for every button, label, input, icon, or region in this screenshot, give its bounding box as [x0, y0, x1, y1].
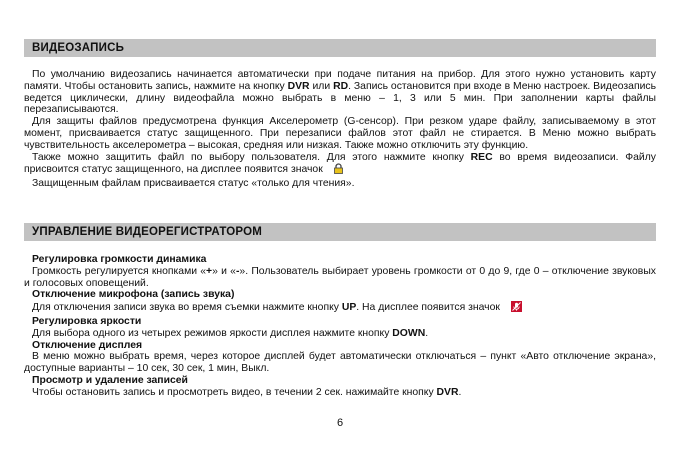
- paragraph-mic-off: [24, 301, 656, 316]
- paragraph-manual-protect: [24, 152, 656, 179]
- paragraph-read-only: [24, 178, 656, 190]
- section-title: ВИДЕОЗАПИСЬ: [32, 42, 125, 54]
- button-name-rd: RD: [333, 80, 349, 92]
- paragraph-display-off: [24, 351, 656, 375]
- paragraph-g-sensor: [24, 116, 656, 151]
- button-name-dvr: DVR: [287, 80, 310, 92]
- heading-mic-off: Отключение микрофона (запись звука): [32, 289, 235, 301]
- section-header-device-control: [24, 223, 656, 241]
- text: Для отключения записи звука во время съемки нажмите кнопку: [32, 302, 342, 314]
- text: Громкость регулируется кнопками «: [32, 265, 207, 277]
- text: Также можно защитить файл по выбору пользователя. Для этого нажмите кнопку: [32, 151, 471, 163]
- plus-key: +: [206, 265, 213, 277]
- heading-playback: Просмотр и удаление записей: [32, 374, 188, 386]
- text: По умолчанию видеозапись начинается автоматически при подаче питания на прибор. Для этого нужно установить карту памяти. Чтобы остановить запись, нажмите на кнопку: [24, 69, 656, 92]
- section-device-control-body: [24, 254, 656, 399]
- text: В меню можно выбрать время, через которое дисплей будет автоматически отключаться – пункт «Авто отключение экрана», доступные варианты – 10 сек, 30 сек, 1 мин, Выкл.: [24, 351, 656, 375]
- text: » и «: [212, 265, 236, 277]
- mic-off-icon: [503, 301, 522, 316]
- button-name-down: DOWN: [392, 327, 426, 339]
- heading-display-off: Отключение дисплея: [32, 339, 143, 351]
- text: .: [425, 327, 429, 339]
- text: . На дисплее появится значок: [356, 302, 500, 314]
- heading-brightness: Регулировка яркости: [32, 315, 142, 327]
- text: во время видеозаписи. Файлу присвоится статус защищенного, на дисплее появится значок: [24, 151, 656, 176]
- text: Защищенным файлам присваивается статус «только для чтения».: [32, 178, 355, 190]
- section-video-recording-body: [24, 69, 656, 190]
- lock-icon: [325, 163, 344, 178]
- text: ». Пользователь выбирает уровень громкости от 0 до 9, где 0 – отключение звуковых и голосовых оповещений.: [24, 265, 656, 289]
- text: . Запись остановится при входе в Меню настроек. Видеозапись ведется циклически, длину видеофайла можно выбрать в меню – 1, 3 или 5 мин. При заполнении карты файлы перезаписываются.: [24, 80, 656, 116]
- paragraph-default-recording: [24, 69, 656, 116]
- text: или: [309, 80, 334, 92]
- paragraph-playback: [24, 387, 656, 399]
- text: Чтобы остановить запись и просмотреть видео, в течении 2 сек. нажимайте кнопку: [32, 386, 437, 398]
- paragraph-volume: [24, 266, 656, 290]
- text: Для защиты файлов предусмотрена функция Акселерометр (G-сенсор). При резком ударе файлу, записываемому в этот момент, присваивается статус защищенного. При перезаписи файлов этот файл не стирается. В Меню можно выбрать чувствительность акселерометра – высокая, средняя или низкая. Также можно отключить эту функцию.: [24, 116, 656, 151]
- button-name-dvr: DVR: [436, 386, 459, 398]
- text: Для выбора одного из четырех режимов яркости дисплея нажмите кнопку: [32, 327, 393, 339]
- button-name-rec: REC: [470, 151, 493, 163]
- section-title: УПРАВЛЕНИЕ ВИДЕОРЕГИСТРАТОРОМ: [32, 226, 263, 238]
- page-number: 6: [336, 417, 344, 429]
- button-name-up: UP: [341, 302, 357, 314]
- paragraph-brightness: [24, 328, 656, 340]
- section-header-video-recording: [24, 39, 656, 57]
- minus-key: -: [235, 265, 240, 277]
- text: .: [458, 386, 462, 398]
- heading-volume: Регулировка громкости динамика: [32, 254, 207, 265]
